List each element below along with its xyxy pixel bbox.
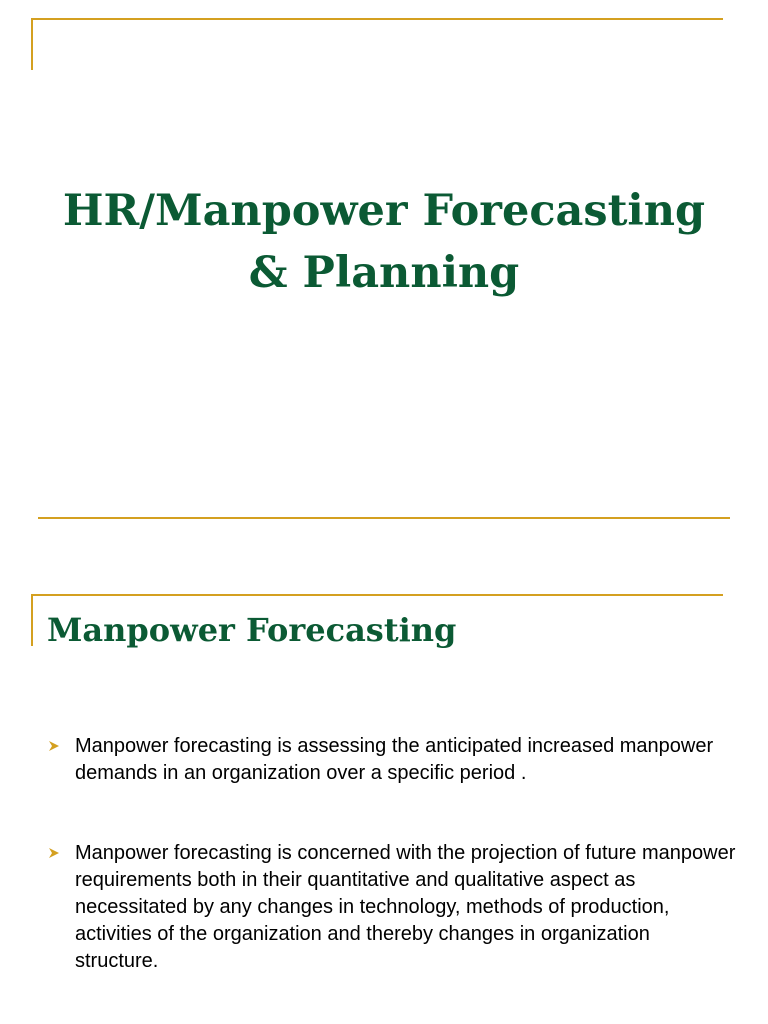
slide-title-line-2: & Planning	[248, 248, 520, 298]
slide-title-line-1: HR/Manpower Forecasting	[62, 186, 706, 236]
content-slide	[0, 575, 768, 1024]
bullet-item	[47, 733, 737, 787]
slide-left-rule	[31, 18, 33, 70]
slide-bottom-rule	[38, 517, 730, 519]
slide-top-rule	[31, 18, 723, 20]
bullet-item	[47, 840, 737, 975]
arrow-bullet-icon	[47, 739, 61, 753]
arrow-bullet-icon	[47, 846, 61, 860]
slide-title	[0, 180, 768, 304]
bullet-text: Manpower forecasting is concerned with the projection of future manpower requirements both in their quantitative and qualitative aspect as necessitated by any changes in technology, methods of production, activities of the organization and thereby changes in organization structure.	[75, 842, 736, 972]
slide-top-rule	[31, 594, 723, 596]
bullet-text: Manpower forecasting is assessing the anticipated increased manpower demands in an organization over a specific period .	[75, 735, 714, 784]
section-heading: Manpower Forecasting	[47, 611, 457, 649]
slide-left-rule	[31, 594, 33, 646]
